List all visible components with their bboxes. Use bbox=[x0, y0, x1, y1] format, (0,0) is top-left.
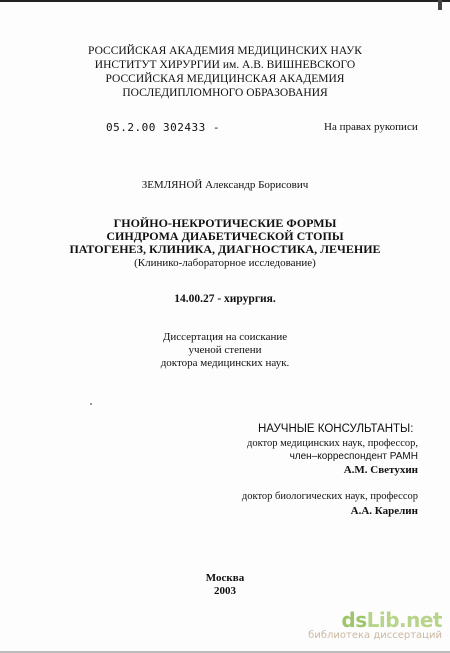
header-line-med-academy: РОССИЙСКАЯ МЕДИЦИНСКАЯ АКАДЕМИЯ bbox=[105, 73, 345, 85]
scan-edge-top bbox=[0, 0, 450, 2]
author-name: ЗЕМЛЯНОЙ Александр Борисович bbox=[141, 179, 309, 191]
title-line-2: СИНДРОМА ДИАБЕТИЧЕСКОЙ СТОПЫ bbox=[106, 229, 344, 243]
consultant-1-name: А.М. Светухин bbox=[343, 464, 418, 476]
dissertation-degree bbox=[0, 331, 450, 370]
header-line-postgrad: ПОСЛЕДИПЛОМНОГО ОБРАЗОВАНИЯ bbox=[122, 87, 328, 99]
footer-year: 2003 bbox=[214, 585, 236, 597]
degree-line-3: доктора медицинских наук. bbox=[160, 357, 290, 369]
logo-prefix: ds bbox=[341, 608, 367, 632]
consultant-1-rank: член–корреспондент РАМН bbox=[289, 451, 418, 462]
degree-line-2: ученой степени bbox=[188, 344, 262, 356]
consultant-2-name: А.А. Карелин bbox=[350, 505, 418, 517]
title-line-3: ПАТОГЕНЕЗ, КЛИНИКА, ДИАГНОСТИКА, ЛЕЧЕНИЕ bbox=[69, 242, 381, 256]
consultants-heading: НАУЧНЫЕ КОНСУЛЬТАНТЫ: bbox=[258, 423, 414, 435]
rights-note: На правах рукописи bbox=[324, 121, 418, 133]
footer-city: Москва bbox=[205, 572, 245, 584]
logo-rest: Lib.net bbox=[366, 608, 442, 632]
thesis-title bbox=[0, 217, 450, 270]
header-line-academy: РОССИЙСКАЯ АКАДЕМИЯ МЕДИЦИНСКИХ НАУК bbox=[88, 45, 362, 57]
consultant-1-title: доктор медицинских наук, профессор, bbox=[246, 438, 418, 449]
degree-line-1: Диссертация на соискание bbox=[162, 331, 288, 343]
specialty-code: 14.00.27 - хирургия. bbox=[174, 293, 276, 305]
header-line-institute: ИНСТИТУТ ХИРУРГИИ им. А.В. ВИШНЕВСКОГО bbox=[94, 59, 356, 71]
dslib-watermark bbox=[308, 608, 442, 641]
registry-number: 05.2.00 302433 - bbox=[106, 121, 220, 134]
dslib-logo bbox=[308, 608, 442, 632]
scan-edge-mark bbox=[438, 0, 442, 10]
footer-place-date bbox=[0, 572, 450, 598]
consultant-2-title: доктор биологических наук, профессор bbox=[241, 491, 418, 502]
scan-speck bbox=[90, 403, 92, 405]
institution-header bbox=[0, 44, 450, 100]
title-subtitle: (Клинико-лабораторное исследование) bbox=[134, 257, 316, 269]
watermark-subtitle: библиотека диссертаций bbox=[308, 630, 442, 641]
title-line-1: ГНОЙНО-НЕКРОТИЧЕСКИЕ ФОРМЫ bbox=[113, 216, 337, 230]
